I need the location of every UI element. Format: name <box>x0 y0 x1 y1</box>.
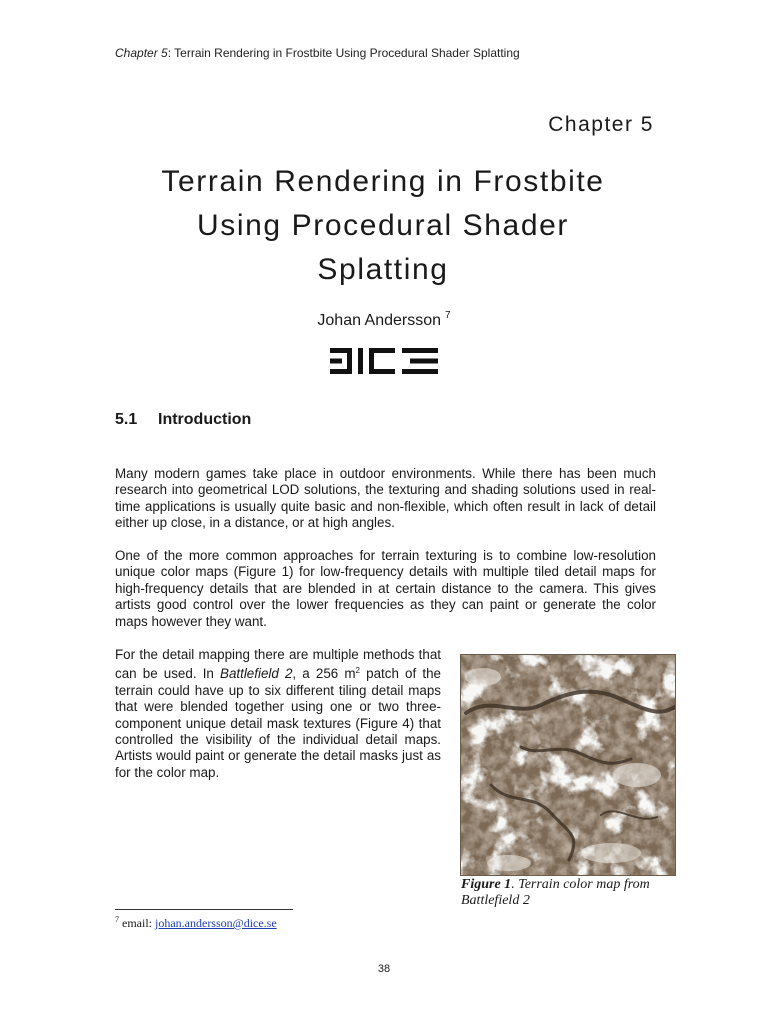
chapter-title-line: Splatting <box>317 253 449 286</box>
author <box>0 310 768 330</box>
page-number: 38 <box>377 963 391 975</box>
section-number: 5.1 <box>115 411 138 428</box>
chapter-title <box>100 160 666 292</box>
section-heading <box>115 411 251 429</box>
chapter-title-line: Using Procedural Shader <box>197 209 569 242</box>
paragraph-text: patch of the terrain could have up to six different tiling detail maps that were blended together using one or two three-component unique detail mask textures (Figure 4) that controlled the visibility of the individual detail maps. Artists would paint or generate the detail masks just as for the color map. <box>115 666 441 780</box>
figure-caption <box>461 877 681 909</box>
dice-logo <box>330 348 438 379</box>
author-name: Johan Andersson <box>317 312 442 329</box>
running-header-chapter: Chapter 5 <box>115 46 168 60</box>
paragraph-color-maps: One of the more common approaches for terrain texturing is to combine low-resolution unique color maps (Figure 1) for low-frequency details with multiple tiled detail maps for high-frequency details that are blended in at certain distance to the camera. This gives artists good control over the lower frequencies as they can paint or generate the color maps however they want. <box>115 548 656 629</box>
paragraph-text: , a 256 m <box>292 666 356 682</box>
footnote-prefix: email: <box>122 916 155 930</box>
footnote-mark: 7 <box>115 915 119 924</box>
dice-logo-icon <box>330 348 438 374</box>
paragraph-detail-mapping <box>115 647 441 781</box>
figure-caption-text: . Terrain color map from Battlefield 2 <box>461 877 650 908</box>
author-footnote-mark: 7 <box>445 310 451 321</box>
superscript: 2 <box>355 666 360 676</box>
email-link[interactable]: johan.andersson@dice.se <box>155 916 277 930</box>
running-header <box>115 46 520 60</box>
running-header-title: : Terrain Rendering in Frostbite Using Procedural Shader Splatting <box>167 46 520 60</box>
chapter-title-line: Terrain Rendering in Frostbite <box>161 165 605 198</box>
footnote <box>115 915 277 931</box>
figure-label: Figure 1 <box>461 877 512 892</box>
terrain-map-svg <box>461 655 676 876</box>
game-title: Battlefield 2 <box>220 666 293 682</box>
paragraph-intro: Many modern games take place in outdoor environments. While there has been much research into geometrical LOD solutions, the texturing and shading solutions used in real-time applications is usually quite basic and non-flexible, which often result in lack of detail either up close, in a distance, or at high angles. <box>115 466 656 531</box>
section-title: Introduction <box>158 411 252 428</box>
terrain-color-map-image <box>460 654 676 876</box>
chapter-label: Chapter 5 <box>548 113 654 136</box>
paragraph-text: For the detail mapping there are multiple methods that can be used. In <box>115 647 441 682</box>
footnote-divider <box>115 909 293 910</box>
